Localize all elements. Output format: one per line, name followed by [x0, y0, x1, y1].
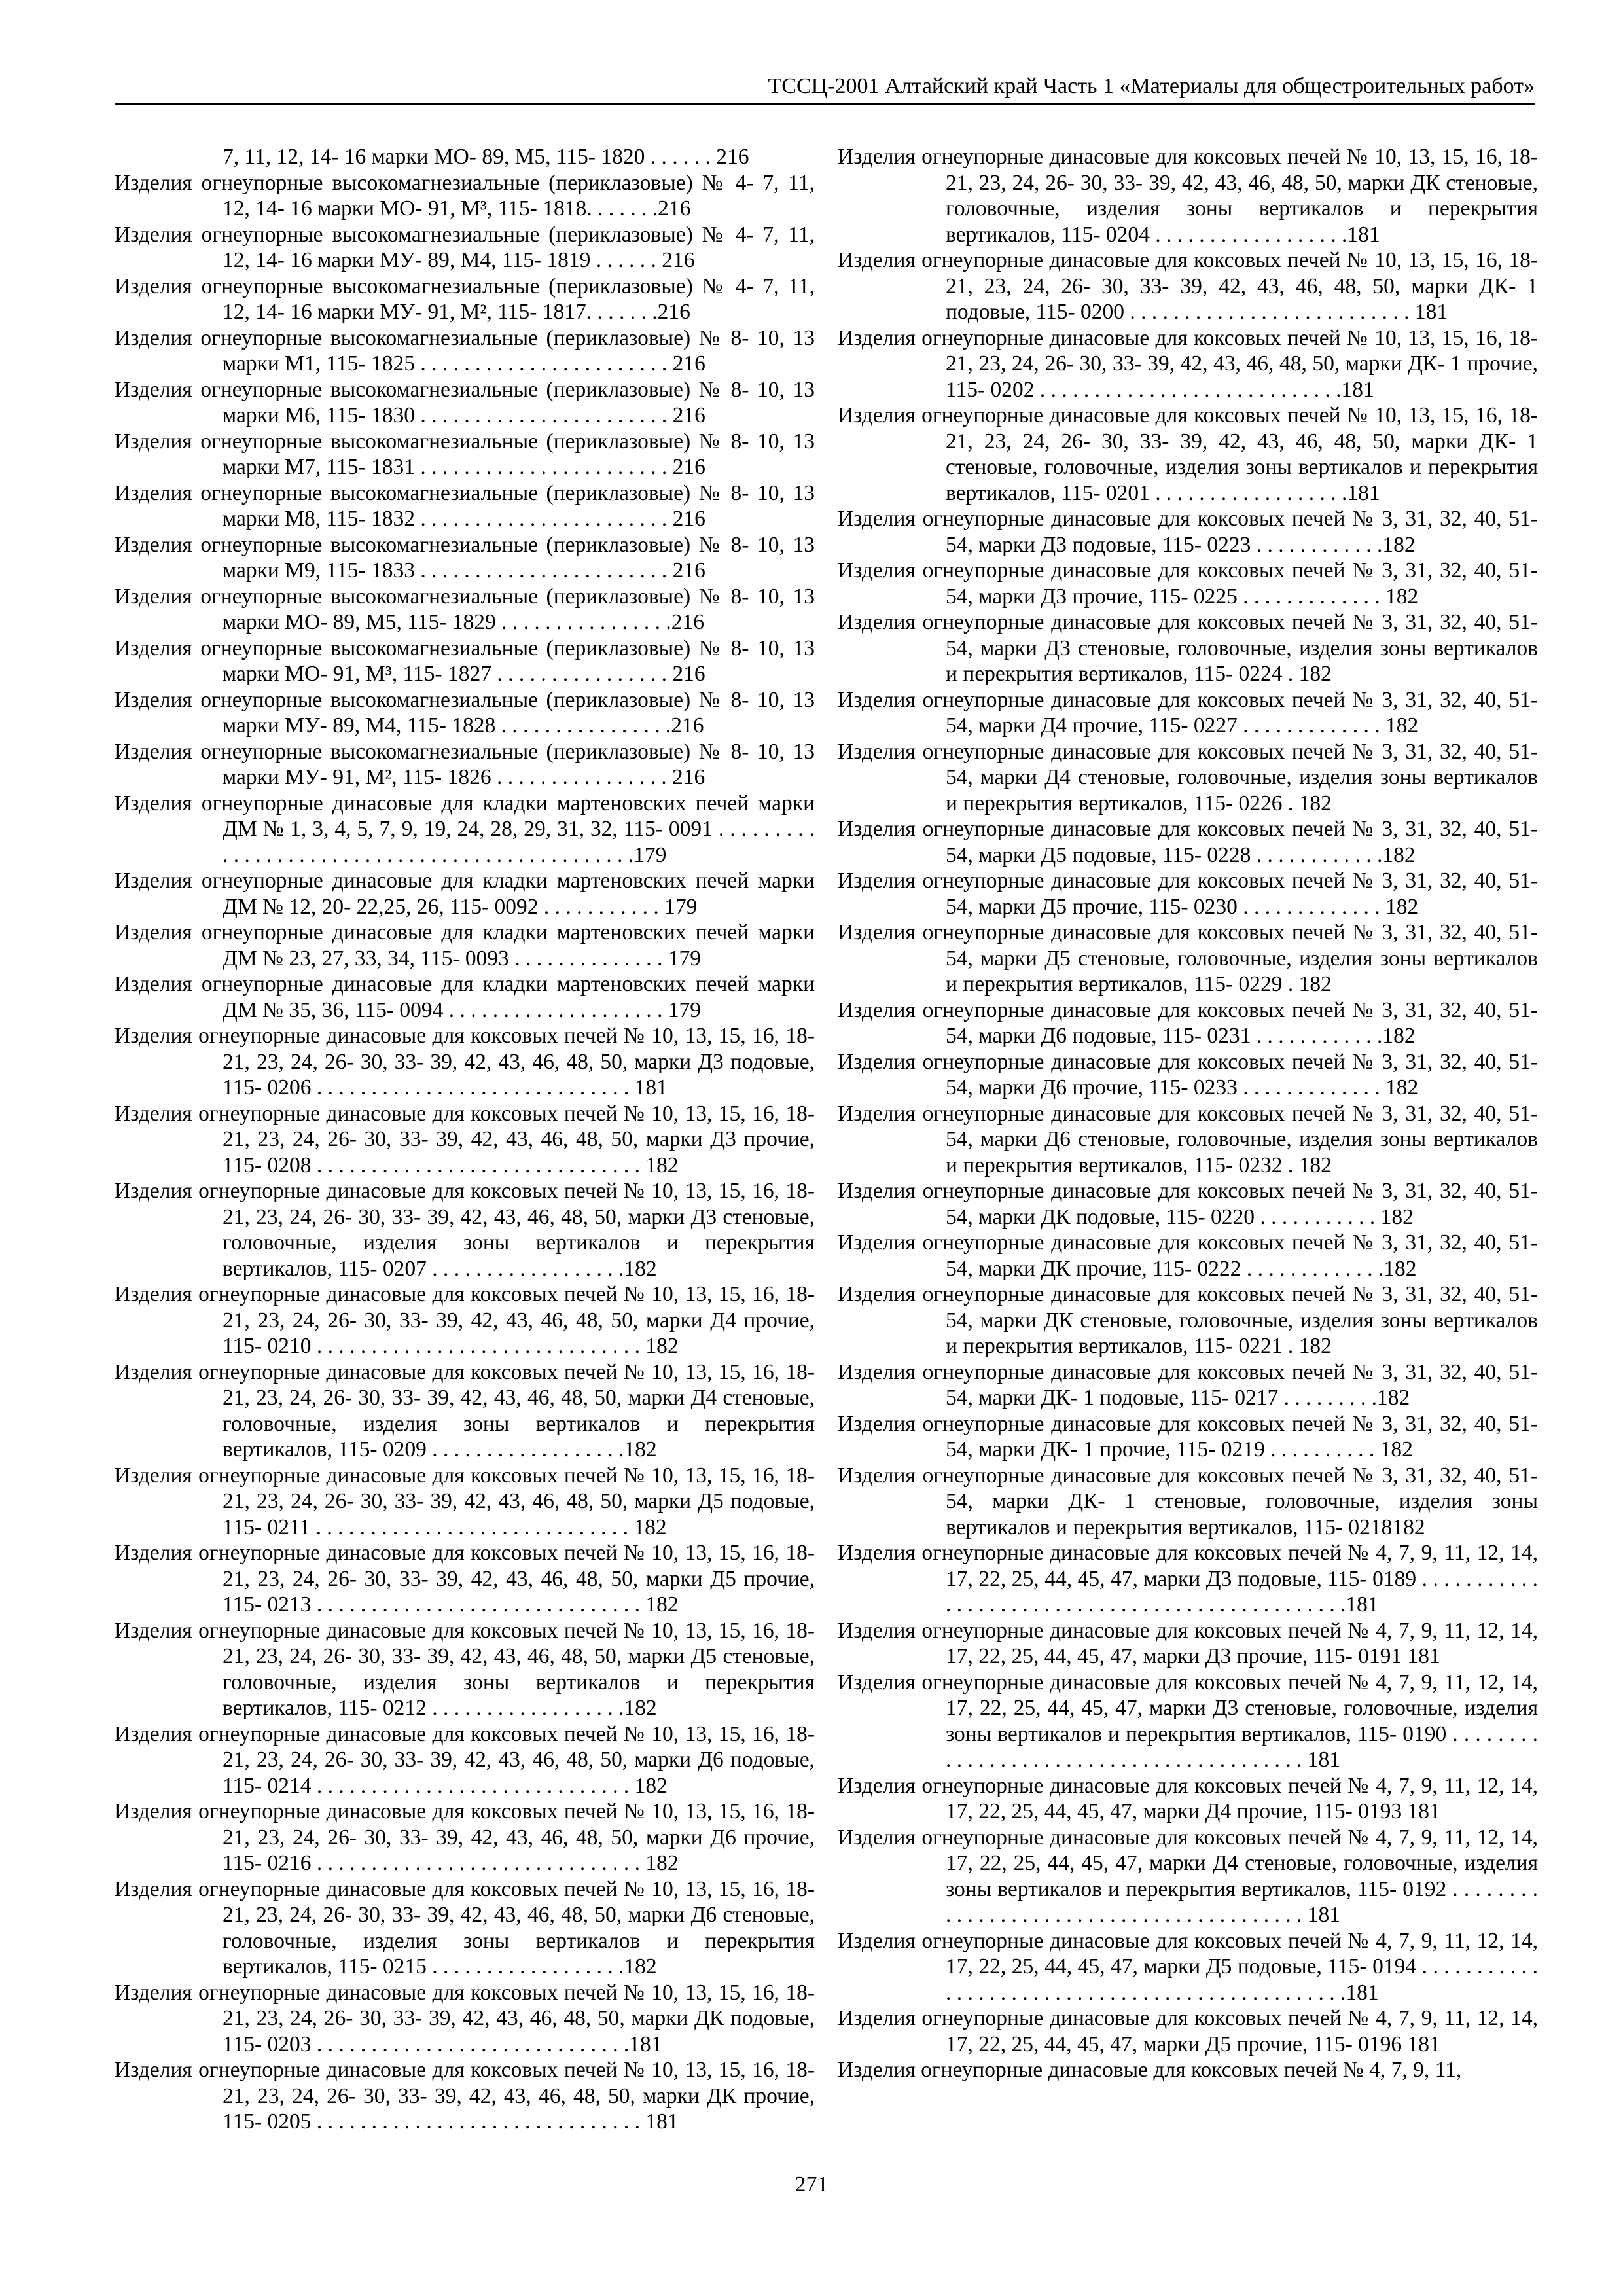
running-header: ТССЦ-2001 Алтайский край Часть 1 «Материалы для общестроительных работ»	[768, 74, 1535, 98]
index-column-right	[838, 144, 1538, 2083]
index-column-left	[115, 144, 815, 2135]
index-entry: Изделия огнеупорные динасовые для коксовых печей № 10, 13, 15, 16, 18- 21, 23, 24, 26- 30, 33- 39, 42, 43, 46, 48, 50, марки Д4 стеновые, головочные, изделия зоны вертикалов и перекрытия вертикалов, 115- 0209 . . . . . . . . . . . . . . . . . .182	[115, 1359, 815, 1462]
index-entry: Изделия огнеупорные динасовые для коксовых печей № 4, 7, 9, 11, 12, 14, 17, 22, 25, 44, 45, 47, марки Д4 стеновые, головочные, изделия зоны вертикалов и перекрытия вертикалов, 115- 0192 . . . . . . . . . . . . . . . . . . . . . . . . . . . . . . . . . . . . . . . . . 181	[838, 1825, 1538, 1927]
index-entry: Изделия огнеупорные высокомагнезиальные (периклазовые) № 8- 10, 13 марки МО- 89, М5, 115- 1829 . . . . . . . . . . . . . . . .216	[115, 584, 815, 634]
index-entry: Изделия огнеупорные высокомагнезиальные (периклазовые) № 4- 7, 11, 12, 14- 16 марки МО- 91, М³, 115- 1818. . . . . . .216	[115, 170, 815, 221]
index-entry: Изделия огнеупорные динасовые для коксовых печей № 10, 13, 15, 16, 18- 21, 23, 24, 26- 30, 33- 39, 42, 43, 46, 48, 50, марки Д5 прочие, 115- 0213 . . . . . . . . . . . . . . . . . . . . . . . . . . . . . . 182	[115, 1541, 815, 1617]
index-entry: Изделия огнеупорные динасовые для коксовых печей № 10, 13, 15, 16, 18- 21, 23, 24, 26- 30, 33- 39, 42, 43, 46, 48, 50, марки Д3 стеновые, головочные, изделия зоны вертикалов и перекрытия вертикалов, 115- 0207 . . . . . . . . . . . . . . . . . .182	[115, 1179, 815, 1281]
index-entry: Изделия огнеупорные динасовые для коксовых печей № 3, 31, 32, 40, 51- 54, марки ДК стеновые, головочные, изделия зоны вертикалов и перекрытия вертикалов, 115- 0221 . 182	[838, 1282, 1538, 1358]
index-entry: Изделия огнеупорные динасовые для коксовых печей № 3, 31, 32, 40, 51- 54, марки Д4 прочие, 115- 0227 . . . . . . . . . . . . . 182	[838, 687, 1538, 738]
index-entry: Изделия огнеупорные динасовые для коксовых печей № 10, 13, 15, 16, 18- 21, 23, 24, 26- 30, 33- 39, 42, 43, 46, 48, 50, марки Д6 подовые, 115- 0214 . . . . . . . . . . . . . . . . . . . . . . . . . . . . . 182	[115, 1721, 815, 1798]
index-entry: Изделия огнеупорные динасовые для коксовых печей № 3, 31, 32, 40, 51- 54, марки Д6 стеновые, головочные, изделия зоны вертикалов и перекрытия вертикалов, 115- 0232 . 182	[838, 1101, 1538, 1177]
index-entry: Изделия огнеупорные динасовые для коксовых печей № 3, 31, 32, 40, 51- 54, марки Д4 стеновые, головочные, изделия зоны вертикалов и перекрытия вертикалов, 115- 0226 . 182	[838, 739, 1538, 816]
index-entry: Изделия огнеупорные высокомагнезиальные (периклазовые) № 8- 10, 13 марки МУ- 91, М², 115- 1826 . . . . . . . . . . . . . . . . 216	[115, 739, 815, 789]
index-entry: Изделия огнеупорные динасовые для коксовых печей № 3, 31, 32, 40, 51- 54, марки Д3 прочие, 115- 0225 . . . . . . . . . . . . . 182	[838, 558, 1538, 609]
index-entry: Изделия огнеупорные динасовые для кладки мартеновских печей марки ДМ № 23, 27, 33, 34, 115- 0093 . . . . . . . . . . . . . . 179	[115, 920, 815, 971]
index-entry: Изделия огнеупорные высокомагнезиальные (периклазовые) № 8- 10, 13 марки М9, 115- 1833 . . . . . . . . . . . . . . . . . . . . . . . 216	[115, 532, 815, 583]
index-entry: Изделия огнеупорные динасовые для кладки мартеновских печей марки ДМ № 1, 3, 4, 5, 7, 9, 19, 24, 28, 29, 31, 32, 115- 0091 . . . . . . . . . . . . . . . . . . . . . . . . . . . . . . . . . . . . . . . . . . . . . . .179	[115, 791, 815, 867]
index-entry: Изделия огнеупорные динасовые для коксовых печей № 4, 7, 9, 11, 12, 14, 17, 22, 25, 44, 45, 47, марки Д3 стеновые, головочные, изделия зоны вертикалов и перекрытия вертикалов, 115- 0190 . . . . . . . . . . . . . . . . . . . . . . . . . . . . . . . . . . . . . . . . . 181	[838, 1670, 1538, 1772]
index-entry: Изделия огнеупорные динасовые для коксовых печей № 4, 7, 9, 11, 12, 14, 17, 22, 25, 44, 45, 47, марки Д3 подовые, 115- 0189 . . . . . . . . . . . . . . . . . . . . . . . . . . . . . . . . . . . . . . . . . . . . . . . .181	[838, 1541, 1538, 1617]
index-entry: Изделия огнеупорные динасовые для коксовых печей № 3, 31, 32, 40, 51- 54, марки Д6 прочие, 115- 0233 . . . . . . . . . . . . . 182	[838, 1049, 1538, 1100]
index-entry: Изделия огнеупорные динасовые для коксовых печей № 4, 7, 9, 11, 12, 14, 17, 22, 25, 44, 45, 47, марки Д3 прочие, 115- 0191 181	[838, 1618, 1538, 1668]
index-entry: Изделия огнеупорные динасовые для коксовых печей № 3, 31, 32, 40, 51- 54, марки Д3 стеновые, головочные, изделия зоны вертикалов и перекрытия вертикалов, 115- 0224 . 182	[838, 610, 1538, 686]
index-entry: Изделия огнеупорные динасовые для коксовых печей № 3, 31, 32, 40, 51- 54, марки ДК- 1 прочие, 115- 0219 . . . . . . . . . . 182	[838, 1411, 1538, 1462]
index-entry: Изделия огнеупорные динасовые для коксовых печей № 10, 13, 15, 16, 18- 21, 23, 24, 26- 30, 33- 39, 42, 43, 46, 48, 50, марки ДК стеновые, головочные, изделия зоны вертикалов и перекрытия вертикалов, 115- 0204 . . . . . . . . . . . . . . . . . .181	[838, 145, 1538, 247]
index-entry: Изделия огнеупорные динасовые для коксовых печей № 10, 13, 15, 16, 18- 21, 23, 24, 26- 30, 33- 39, 42, 43, 46, 48, 50, марки ДК прочие, 115- 0205 . . . . . . . . . . . . . . . . . . . . . . . . . . . . . . 181	[115, 2058, 815, 2134]
index-entry: Изделия огнеупорные динасовые для коксовых печей № 3, 31, 32, 40, 51- 54, марки Д5 прочие, 115- 0230 . . . . . . . . . . . . . 182	[838, 869, 1538, 919]
index-entry: Изделия огнеупорные динасовые для коксовых печей № 3, 31, 32, 40, 51- 54, марки Д6 подовые, 115- 0231 . . . . . . . . . . . .182	[838, 997, 1538, 1048]
index-entry: Изделия огнеупорные динасовые для коксовых печей № 3, 31, 32, 40, 51- 54, марки Д5 стеновые, головочные, изделия зоны вертикалов и перекрытия вертикалов, 115- 0229 . 182	[838, 920, 1538, 996]
index-entry: Изделия огнеупорные высокомагнезиальные (периклазовые) № 8- 10, 13 марки МО- 91, М³, 115- 1827 . . . . . . . . . . . . . . . . 216	[115, 636, 815, 686]
index-entry: Изделия огнеупорные динасовые для коксовых печей № 4, 7, 9, 11, 12, 14, 17, 22, 25, 44, 45, 47, марки Д5 подовые, 115- 0194 . . . . . . . . . . . . . . . . . . . . . . . . . . . . . . . . . . . . . . . . . . . . . . . .181	[838, 1928, 1538, 2005]
index-entry: Изделия огнеупорные динасовые для коксовых печей № 3, 31, 32, 40, 51- 54, марки ДК подовые, 115- 0220 . . . . . . . . . . . 182	[838, 1179, 1538, 1229]
index-entry: Изделия огнеупорные динасовые для коксовых печей № 3, 31, 32, 40, 51- 54, марки Д5 подовые, 115- 0228 . . . . . . . . . . . .182	[838, 817, 1538, 867]
index-entry: Изделия огнеупорные высокомагнезиальные (периклазовые) № 8- 10, 13 марки МУ- 89, М4, 115- 1828 . . . . . . . . . . . . . . . .216	[115, 687, 815, 738]
index-entry: 7, 11, 12, 14- 16 марки МО- 89, М5, 115- 1820 . . . . . . 216	[223, 145, 749, 169]
index-entry: Изделия огнеупорные динасовые для коксовых печей № 10, 13, 15, 16, 18- 21, 23, 24, 26- 30, 33- 39, 42, 43, 46, 48, 50, марки ДК- 1 прочие, 115- 0202 . . . . . . . . . . . . . . . . . . . . . . . . . . . .181	[838, 325, 1538, 402]
index-entry: Изделия огнеупорные динасовые для коксовых печей № 10, 13, 15, 16, 18- 21, 23, 24, 26- 30, 33- 39, 42, 43, 46, 48, 50, марки Д6 стеновые, головочные, изделия зоны вертикалов и перекрытия вертикалов, 115- 0215 . . . . . . . . . . . . . . . . . .182	[115, 1876, 815, 1979]
index-entry: Изделия огнеупорные динасовые для коксовых печей № 10, 13, 15, 16, 18- 21, 23, 24, 26- 30, 33- 39, 42, 43, 46, 48, 50, марки ДК подовые, 115- 0203 . . . . . . . . . . . . . . . . . . . . . . . . . . . . .181	[115, 1980, 815, 2056]
index-entry: Изделия огнеупорные высокомагнезиальные (периклазовые) № 8- 10, 13 марки М6, 115- 1830 . . . . . . . . . . . . . . . . . . . . . . . 216	[115, 377, 815, 427]
index-entry: Изделия огнеупорные высокомагнезиальные (периклазовые) № 4- 7, 11, 12, 14- 16 марки МУ- 91, М², 115- 1817. . . . . . .216	[115, 274, 815, 324]
index-entry: Изделия огнеупорные динасовые для коксовых печей № 4, 7, 9, 11, 12, 14, 17, 22, 25, 44, 45, 47, марки Д4 прочие, 115- 0193 181	[838, 1773, 1538, 1823]
index-entry: Изделия огнеупорные динасовые для кладки мартеновских печей марки ДМ № 12, 20- 22,25, 26, 115- 0092 . . . . . . . . . . . 179	[115, 869, 815, 919]
index-entry: Изделия огнеупорные высокомагнезиальные (периклазовые) № 8- 10, 13 марки М8, 115- 1832 . . . . . . . . . . . . . . . . . . . . . . . 216	[115, 480, 815, 531]
index-entry: Изделия огнеупорные высокомагнезиальные (периклазовые) № 4- 7, 11, 12, 14- 16 марки МУ- 89, М4, 115- 1819 . . . . . . 216	[115, 222, 815, 272]
index-entry: Изделия огнеупорные динасовые для коксовых печей № 10, 13, 15, 16, 18- 21, 23, 24, 26- 30, 33- 39, 42, 43, 46, 48, 50, марки Д5 подовые, 115- 0211 . . . . . . . . . . . . . . . . . . . . . . . . . . . . . 182	[115, 1463, 815, 1539]
header-rule	[115, 103, 1535, 105]
index-entry: Изделия огнеупорные динасовые для коксовых печей № 10, 13, 15, 16, 18- 21, 23, 24, 26- 30, 33- 39, 42, 43, 46, 48, 50, марки Д5 стеновые, головочные, изделия зоны вертикалов и перекрытия вертикалов, 115- 0212 . . . . . . . . . . . . . . . . . .182	[115, 1618, 815, 1720]
index-entry: Изделия огнеупорные динасовые для коксовых печей № 10, 13, 15, 16, 18- 21, 23, 24, 26- 30, 33- 39, 42, 43, 46, 48, 50, марки Д3 прочие, 115- 0208 . . . . . . . . . . . . . . . . . . . . . . . . . . . . . . 182	[115, 1101, 815, 1177]
index-entry: Изделия огнеупорные динасовые для коксовых печей № 10, 13, 15, 16, 18- 21, 23, 24, 26- 30, 33- 39, 42, 43, 46, 48, 50, марки Д4 прочие, 115- 0210 . . . . . . . . . . . . . . . . . . . . . . . . . . . . . . 182	[115, 1282, 815, 1358]
index-entry: Изделия огнеупорные динасовые для коксовых печей № 3, 31, 32, 40, 51- 54, марки Д3 подовые, 115- 0223 . . . . . . . . . . . .182	[838, 507, 1538, 557]
index-entry: Изделия огнеупорные динасовые для кладки мартеновских печей марки ДМ № 35, 36, 115- 0094 . . . . . . . . . . . . . . . . . . . . 179	[115, 972, 815, 1022]
index-entry: Изделия огнеупорные высокомагнезиальные (периклазовые) № 8- 10, 13 марки М1, 115- 1825 . . . . . . . . . . . . . . . . . . . . . . . 216	[115, 325, 815, 376]
page-number: 271	[794, 2172, 829, 2197]
index-entry: Изделия огнеупорные динасовые для коксовых печей № 10, 13, 15, 16, 18- 21, 23, 24, 26- 30, 33- 39, 42, 43, 46, 48, 50, марки ДК- 1 стеновые, головочные, изделия зоны вертикалов и перекрытия вертикалов, 115- 0201 . . . . . . . . . . . . . . . . . .181	[838, 403, 1538, 505]
index-entry: Изделия огнеупорные динасовые для коксовых печей № 3, 31, 32, 40, 51- 54, марки ДК- 1 подовые, 115- 0217 . . . . . . . . .182	[838, 1359, 1538, 1410]
index-entry: Изделия огнеупорные динасовые для коксовых печей № 10, 13, 15, 16, 18- 21, 23, 24, 26- 30, 33- 39, 42, 43, 46, 48, 50, марки ДК- 1 подовые, 115- 0200 . . . . . . . . . . . . . . . . . . . . . . . . . . 181	[838, 248, 1538, 324]
index-entry: Изделия огнеупорные динасовые для коксовых печей № 3, 31, 32, 40, 51- 54, марки ДК прочие, 115- 0222 . . . . . . . . . . . . .182	[838, 1230, 1538, 1281]
index-entry: Изделия огнеупорные динасовые для коксовых печей № 4, 7, 9, 11, 12, 14, 17, 22, 25, 44, 45, 47, марки Д5 прочие, 115- 0196 181	[838, 2006, 1538, 2056]
index-entry: Изделия огнеупорные динасовые для коксовых печей № 10, 13, 15, 16, 18- 21, 23, 24, 26- 30, 33- 39, 42, 43, 46, 48, 50, марки Д6 прочие, 115- 0216 . . . . . . . . . . . . . . . . . . . . . . . . . . . . . . 182	[115, 1799, 815, 1875]
index-entry: Изделия огнеупорные динасовые для коксовых печей № 3, 31, 32, 40, 51- 54, марки ДК- 1 стеновые, головочные, изделия зоны вертикалов и перекрытия вертикалов, 115- 0218182	[838, 1463, 1538, 1539]
index-entry: Изделия огнеупорные динасовые для коксовых печей № 4, 7, 9, 11,	[838, 2058, 1462, 2082]
index-entry: Изделия огнеупорные динасовые для коксовых печей № 10, 13, 15, 16, 18- 21, 23, 24, 26- 30, 33- 39, 42, 43, 46, 48, 50, марки Д3 подовые, 115- 0206 . . . . . . . . . . . . . . . . . . . . . . . . . . . . . 181	[115, 1024, 815, 1100]
index-entry: Изделия огнеупорные высокомагнезиальные (периклазовые) № 8- 10, 13 марки М7, 115- 1831 . . . . . . . . . . . . . . . . . . . . . . . 216	[115, 429, 815, 479]
